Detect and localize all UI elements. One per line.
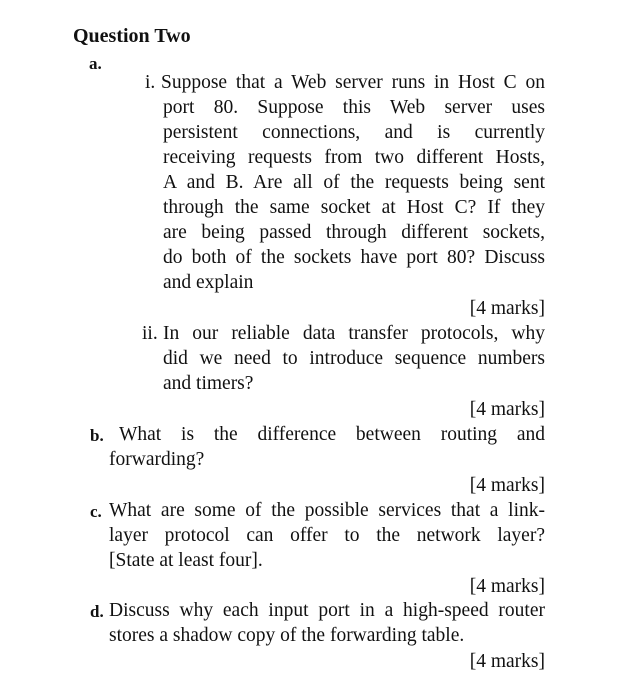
part-b-marks: [4 marks] [469, 475, 545, 496]
part-a-i-line-1: Suppose that a Web server runs in Host C on [161, 72, 545, 93]
part-b-line-2: forwarding? [109, 449, 205, 470]
part-a-i-line-7: are being passed through different sockets, [163, 222, 545, 243]
part-c-label: c. [90, 502, 102, 521]
part-c-line-3: [State at least four]. [109, 550, 263, 571]
part-c-line-2: layer protocol can offer to the network layer? [109, 525, 545, 546]
part-d-label: d. [90, 602, 104, 621]
part-a-ii-marks: [4 marks] [469, 399, 545, 420]
question-heading: Question Two [73, 25, 191, 47]
part-a-i-label: i. [145, 72, 156, 93]
part-d-line-1: Discuss why each input port in a high-speed router [109, 600, 545, 621]
part-a-ii-line-2: did we need to introduce sequence numbers [163, 348, 545, 369]
part-a-i-line-2: port 80. Suppose this Web server uses [163, 97, 545, 118]
part-a-i-line-9: and explain [163, 272, 254, 293]
part-a-i-line-8: do both of the sockets have port 80? Discuss [163, 247, 545, 268]
part-a-ii-line-1: In our reliable data transfer protocols, why [163, 323, 545, 344]
part-a-i-line-4: receiving requests from two different Hosts, [163, 147, 545, 168]
part-c-marks: [4 marks] [469, 576, 545, 597]
part-a-i-line-5: A and B. Are all of the requests being sent [163, 172, 545, 193]
part-a-i-marks: [4 marks] [469, 298, 545, 319]
part-d-line-2: stores a shadow copy of the forwarding table. [109, 625, 465, 646]
part-a-i-line-3: persistent connections, and is currently [163, 122, 545, 143]
part-b-line-1: What is the difference between routing and [119, 424, 545, 445]
part-a-ii-label: ii. [142, 323, 158, 344]
part-a-label: a. [89, 54, 102, 73]
part-a-ii-line-3: and timers? [163, 373, 254, 394]
part-b-label: b. [90, 426, 104, 445]
part-a-i-line-6: through the same socket at Host C? If they [163, 197, 545, 218]
part-c-line-1: What are some of the possible services that a link- [109, 500, 545, 521]
part-d-marks: [4 marks] [469, 651, 545, 672]
